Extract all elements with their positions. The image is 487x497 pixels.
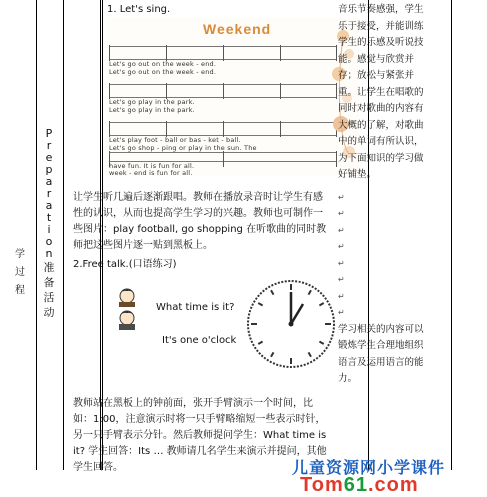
music-staff: [109, 122, 337, 136]
closing-paragraph: 教师站在黑板上的钟前面，张开手臂演示一个时间，比如：1:00，注意演示时将一只手臂略缩短一些表示时针，另一只手臂表示分针。然后教师提问学生：What time is it? 学生回答：Its … 教师请几名学生来演示并提问，其他学生回答。: [73, 398, 327, 473]
column-divider: [63, 0, 64, 470]
song-heading: 1. Let's sing.: [107, 4, 171, 15]
stage-label: 学 过 程: [15, 249, 25, 296]
lyric-line: Let's go shop - ping or play in the sun. The: [109, 144, 257, 152]
score-title: Weekend: [203, 21, 272, 37]
paragraph-marks: ↵ ↵ ↵ ↵ ↵ ↵ ↵ ↵: [338, 192, 345, 317]
teaching-notes: [338, 2, 426, 388]
lyric-line: Let's play foot - ball or bas - ket - ball.: [109, 136, 241, 144]
student-avatars-icon: [113, 286, 143, 332]
music-staff: [109, 152, 337, 162]
dialogue-answer: It's one o'clock: [162, 335, 237, 346]
dialogue-question: What time is it?: [156, 302, 235, 313]
lyric-line: week - end is fun for all.: [109, 169, 193, 177]
watermark-logo: Tom61.com: [300, 474, 419, 496]
music-staff: [109, 46, 337, 60]
lyric-line: have fun. It is fun for all.: [109, 162, 195, 170]
music-staff: [109, 84, 337, 98]
lyric-line: Let's go out on the week - end.: [109, 68, 217, 76]
activity-label: P r e p a r a t i o n 准 备 活 动: [43, 127, 55, 319]
clock-icon: [245, 278, 337, 370]
lyric-line: Let's go out on the week - end.: [109, 60, 217, 68]
free-talk-heading: 2.Free talk.(口语练习): [73, 259, 177, 270]
note-language: 学习相关的内容可以锻炼学生合理地组织语言及运用语言的能力。: [338, 323, 424, 384]
song-score: [107, 18, 359, 176]
watermark-title: 儿童资源网小学课件: [292, 460, 446, 477]
lyric-line: Let's go play in the park.: [109, 106, 195, 114]
note-music: 音乐节奏感强，学生乐于接受，并能训练学生的乐感及听说技能。感觉与欣赏并存；放松与紧张并重。让学生在唱歌的同时对歌曲的内容有大概的了解，对歌曲中的单词有所认识，为下面知识的学习做好铺垫。: [338, 4, 424, 180]
instruction-paragraph: 让学生听几遍后逐渐跟唱。教师在播放录音时让学生有感性的认识，从而也提高学生学习的兴趣。教师也可制作一些图片：play football, go shopping 在听歌曲的同时教师把这些图片逐一贴到黑板上。: [73, 192, 327, 251]
lyric-line: Let's go play in the park.: [109, 98, 195, 106]
